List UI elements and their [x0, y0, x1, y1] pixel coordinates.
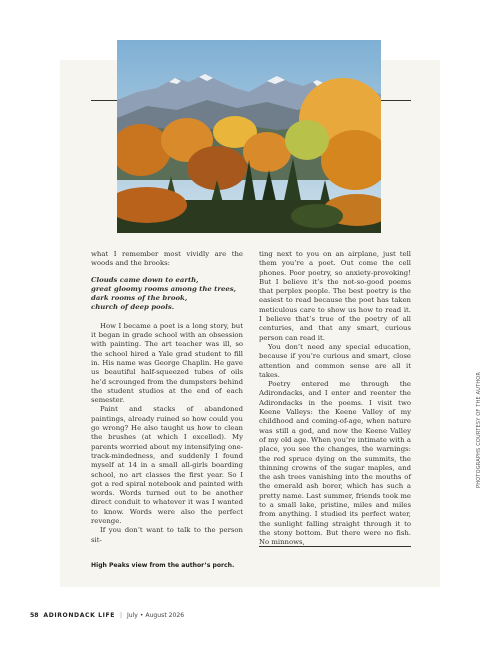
page-number: 58	[30, 612, 39, 619]
photo-credit: PHOTOGRAPHS COURTESY OF THE AUTHOR	[476, 371, 482, 488]
body-paragraph: You don’t need any special education, because if you’re curious and smart, close attention and common sense are all it takes.	[259, 342, 411, 379]
body-paragraph: Poetry entered me through the Adirondacks, and I enter and reenter the Adirondacks in the poems. I visit two Keene Valleys: the Keene Valley of my childhood and coming-of-age, when nature was still a god, and now the Keene Valley of my old age. When you’re intimate with a place, you see the changes, the warnings: the red spruce dying on the summits, the thinning crowns of the sugar maples, and the ash trees vanishing into the mouths of the emerald ash borer, which has such a pretty name. Last summer, friends took me to a small lake, pristine, miles and miles from anything. I studied its perfect water, the sunlight falling straight through it to the stony bottom. But there were no fish. No minnows,	[259, 380, 411, 547]
magazine-name: ADIRONDACK LIFE	[43, 612, 116, 619]
body-paragraph: If you don’t want to talk to the person sit-	[91, 526, 243, 544]
poem-line: Clouds came down to earth,	[91, 275, 199, 284]
high-peaks-photo	[117, 40, 381, 233]
footer-separator: |	[119, 612, 123, 619]
photo-caption: High Peaks view from the author’s porch.	[91, 562, 235, 569]
issue-date: July • August 2026	[126, 612, 185, 619]
body-paragraph: How I became a poet is a long story, but it began in grade school with an obsession with painting. The art teacher was ill, so the school hired a Yale grad student to fill in. His name was George Chaplin. He gave us beautiful half-squeezed tubes of oils he’d scrounged from the dumpsters behind the student studios at the end of each semester.	[91, 321, 243, 405]
body-paragraph: ting next to you on an airplane, just tell them you’re a poet. Out come the cell phones. Poor poetry, so anxiety-provoking! But I believe it’s the not-so-good poems that perplex people. The best poetry is the easiest to read because the poet has taken meticulous care to show us how to read it. I believe that’s true of the poetry of all centuries, and that any smart, curious person can read it.	[259, 250, 411, 342]
poem-line: dark rooms of the brook,	[91, 294, 188, 303]
poem-line: great gloomy rooms among the trees,	[91, 284, 237, 293]
body-paragraph: Paint and stacks of abandoned paintings, already ruined so how could you go wrong? He also taught us how to clean the brushes (at which I excelled). My parents worried about my intensifying one-track-mindedness, and suddenly I found myself at 14 in a small all-girls boarding school, no art classes the first year. So I got a red spiral notebook and painted with words. Words turned out to be another direct conduit to whatever it was I wanted to know. Words were also the perfect revenge.	[91, 405, 243, 526]
column-end-rule	[259, 546, 411, 547]
article-column-right	[259, 250, 411, 548]
poem-excerpt	[91, 276, 243, 313]
poem-line: church of deep pools.	[91, 303, 175, 312]
article-column-left	[91, 250, 243, 545]
intro-text: what I remember most vividly are the woods and the brooks:	[91, 250, 243, 268]
page-footer	[30, 612, 184, 619]
